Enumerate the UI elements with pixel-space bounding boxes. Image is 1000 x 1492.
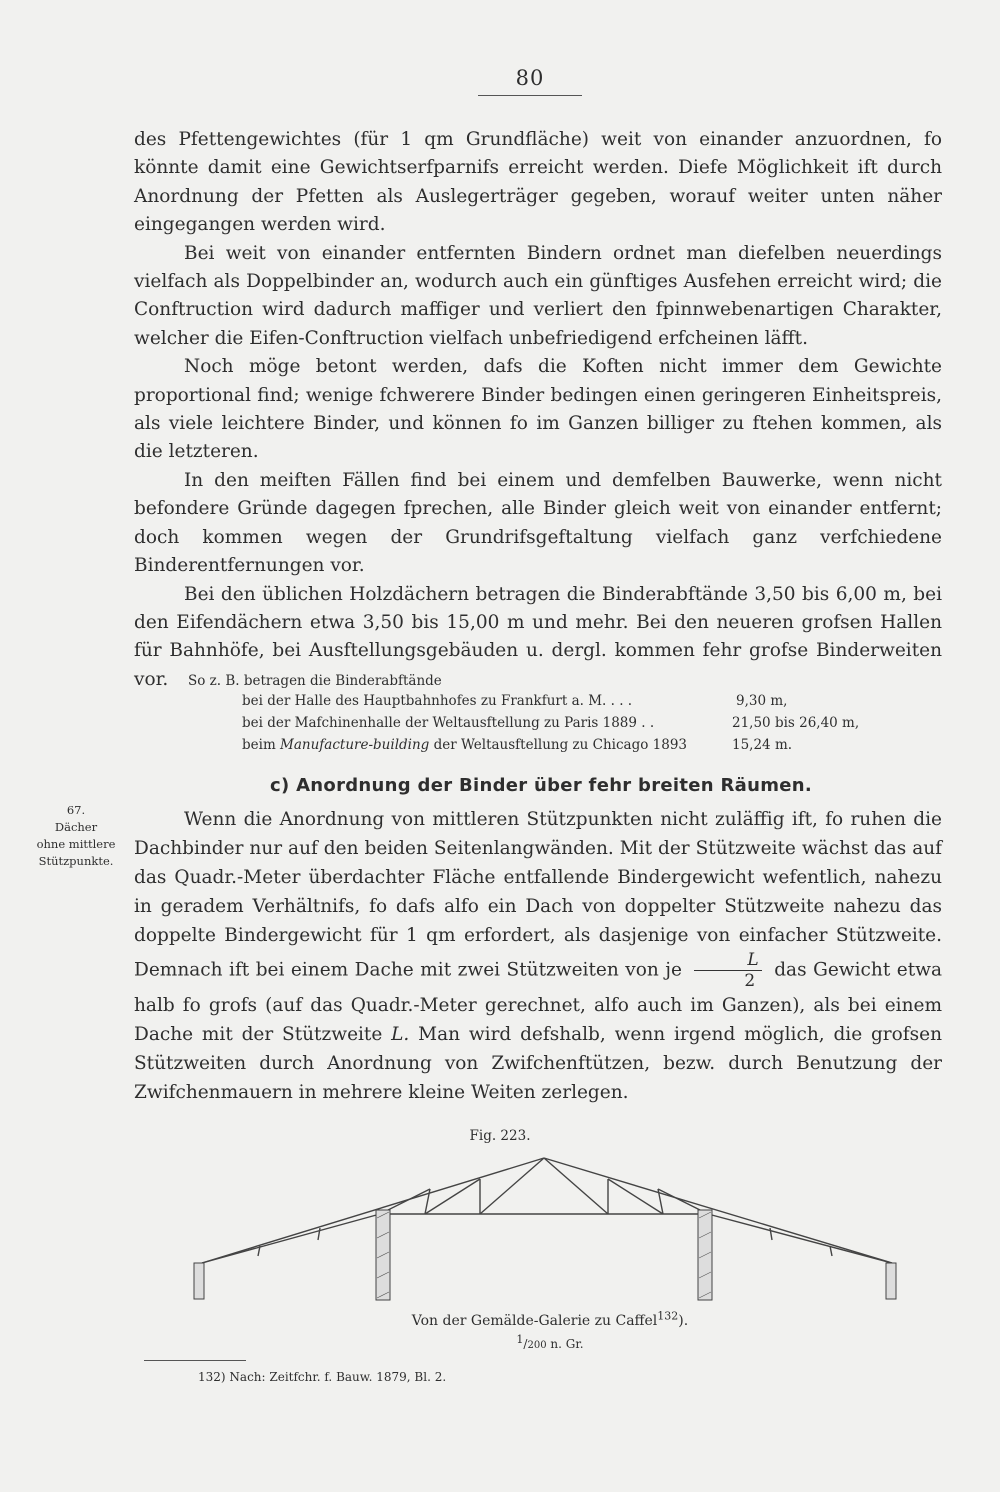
end-support [194,1263,204,1299]
example-text-italic: Manufacture-building [280,737,430,753]
margin-note [30,802,122,870]
paragraph-part: Man wird defshalb, wenn irgend möglich, die grofsen Stützweiten durch Anordnung von Zwifchenftützen, bezw. durch Benutzung der Zwifchenmauern in mehrere kleine Weiten zerlegen. [134,1024,942,1103]
paragraph: In den meiften Fällen find bei einem und demfelben Bauwerke, wenn nicht befondere Gründe dagegen fprechen, alle Binder gleich weit von einander entfernt; doch kommen wegen der Grundrifsgeftaltung vielfach ganz verfchiedene Binderentfernungen vor. [134,469,942,577]
caption-text: Von der Gemälde-Galerie zu Caffel [411,1313,658,1329]
margin-note-line: ohne mittlere [36,837,116,851]
scale-text: n. Gr. [550,1337,584,1351]
roof-truss-figure [180,1148,920,1308]
page-number: 80 [515,66,545,90]
truss-member [425,1189,430,1214]
top-chord-right [544,1158,892,1263]
paragraph: Bei den üblichen Holzdächern betragen die Binderabftände 3,50 bis 6,00 m, bei den Eifendächern etwa 3,50 bis 15,00 m und mehr. Bei den neueren grofsen Hallen für Bahnhöfe, bei Ausftellungsgebäuden u. dergl. kommen fehr grofse Binderweiten vor. [134,583,942,690]
example-text-pre: beim [242,737,276,753]
truss-member [480,1158,544,1214]
truss-member [608,1179,663,1214]
page-number-rule [478,95,582,96]
fraction-numerator: L [694,950,761,971]
margin-note-line: Stützpunkte. [38,854,114,868]
fraction [694,950,761,991]
example-row-value: 21,50 bis 26,40 m, [732,715,860,731]
end-support [886,1263,896,1299]
body-text-bottom [134,805,942,1107]
cantilever-strut [770,1228,772,1240]
paragraph-part: das Gewicht etwa halb fo grofs (auf das Quadr.-Meter gerechnet, alfo auch im Ganzen), als bei einem Dache mit der Stützweite [134,959,942,1045]
paragraph [134,805,942,1107]
body-text-top [134,126,942,694]
section-heading: c) Anordnung der Binder über fehr breiten Räumen. [270,775,813,796]
margin-note-number: 67. [66,803,86,817]
footnote-ref: 132) [198,1370,226,1384]
paragraph: Bei weit von einander entfernten Bindern ordnet man diefelben neuerdings vielfach als Doppelbinder an, wodurch auch ein günftiges Ausfehen erreicht wird; die Conftruction wird dadurch maffiger und verliert den fpinnwebenartigen Charakter, welcher die Eifen-Conftruction vielfach unbefriedigend erfcheinen läfft. [134,242,942,349]
variable: L. [391,1024,410,1045]
bottom-chord-left [202,1214,380,1263]
caption-ref: 132 [657,1309,679,1323]
top-chord-left [202,1158,544,1263]
figure-scale: 1/200 n. Gr. [516,1333,584,1351]
paragraph: des Pfettengewichtes (für 1 qm Grundfläche) weit von einander anzuordnen, fo könnte damit eine Gewichtserfparnifs erreicht werden. Diefe Möglichkeit ift durch Anordnung der Pfetten als Auslegerträger gegeben, worauf weiter unten näher eingegangen werden wird. [134,129,942,236]
example-row-value: 9,30 m, [736,693,788,709]
paragraph-part: Wenn die Anordnung von mittleren Stützpunkten nicht zuläffig ift, fo ruhen die Dachbinder nur auf den beiden Seitenlangwänden. Mit der Stützweite wächst das auf das Quadr.-Meter überdachter Fläche entfallende Bindergewicht wefentlich, nahezu in geradem Verhältnifs, fo dafs alfo ein Dach von doppelter Stützweite nahezu das doppelte Bindergewicht für 1 qm erfordert, als dasjenige von einfacher Stützweite. Demnach ift bei einem Dache mit zwei Stützweiten von je [134,809,942,981]
caption-end: ). [678,1313,689,1329]
truss-member [544,1158,608,1214]
example-row-value: 15,24 m. [732,737,793,753]
figure-caption [380,1309,720,1329]
truss-member [425,1179,480,1214]
example-intro: So z. B. betragen die Binderabftände [188,673,442,689]
footnote-text: Nach: Zeitfchr. f. Bauw. 1879, Bl. 2. [229,1370,447,1384]
example-text-post: der Weltausftellung zu Chicago 1893 [433,737,687,753]
footnote-rule [144,1360,246,1361]
figure-label: Fig. 223. [469,1128,531,1144]
margin-note-line: Dächer [54,820,98,834]
example-row-text: bei der Halle des Hauptbahnhofes zu Frankfurt a. M. . . . [242,693,633,709]
fraction-denominator: 2 [744,971,756,991]
example-row-text [242,734,687,756]
cantilever-strut [318,1228,320,1240]
paragraph: Noch möge betont werden, dafs die Koften nicht immer dem Gewichte proportional find; wenige fchwerere Binder bedingen einen geringeren Einheitspreis, als viele leichtere Binder, und können fo im Ganzen billiger zu ftehen kommen, als die letzteren. [134,356,942,463]
bottom-chord-right [708,1214,892,1263]
scale-numerator: 1 [516,1333,524,1346]
scale-denominator: 200 [527,1340,547,1351]
example-row-text: bei der Mafchinenhalle der Weltausftellung zu Paris 1889 . . [242,715,655,731]
footnote [198,1370,446,1384]
